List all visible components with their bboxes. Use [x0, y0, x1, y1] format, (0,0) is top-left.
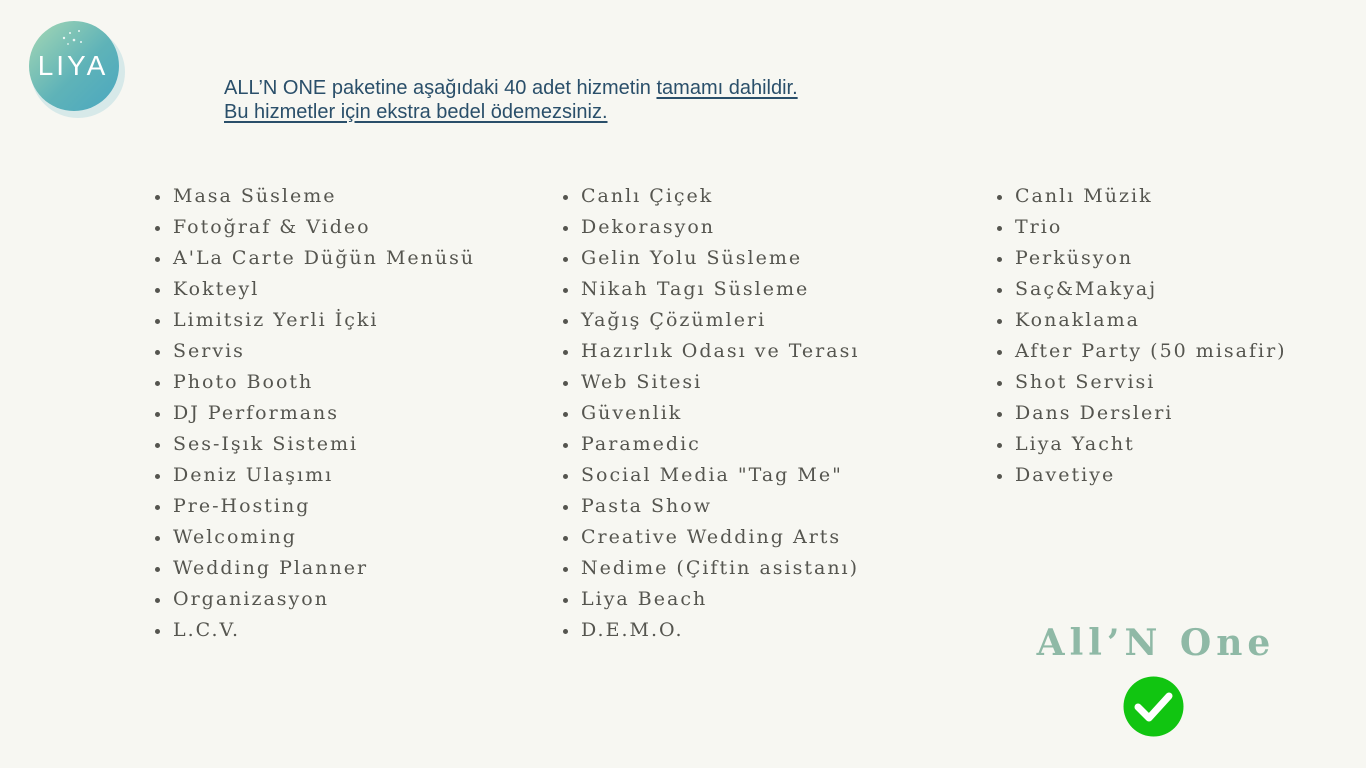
- list-item: Pasta Show: [561, 491, 859, 522]
- list-item: Liya Beach: [561, 584, 859, 615]
- list-item: Canlı Çiçek: [561, 181, 859, 212]
- list-item: Photo Booth: [153, 367, 475, 398]
- list-item: Hazırlık Odası ve Terası: [561, 336, 859, 367]
- list-item: Nikah Tagı Süsleme: [561, 274, 859, 305]
- all-n-one-title: All’N One: [1036, 622, 1276, 664]
- list-item: L.C.V.: [153, 615, 475, 646]
- list-item: Wedding Planner: [153, 553, 475, 584]
- list-item: Pre-Hosting: [153, 491, 475, 522]
- list-item: Perküsyon: [995, 243, 1287, 274]
- list-item: Liya Yacht: [995, 429, 1287, 460]
- list-item: DJ Performans: [153, 398, 475, 429]
- list-item: Gelin Yolu Süsleme: [561, 243, 859, 274]
- list-item: Creative Wedding Arts: [561, 522, 859, 553]
- list-item: Saç&Makyaj: [995, 274, 1287, 305]
- list-item: Güvenlik: [561, 398, 859, 429]
- list-item: Shot Servisi: [995, 367, 1287, 398]
- list-item: Konaklama: [995, 305, 1287, 336]
- services-column-1: [153, 181, 475, 646]
- check-circle-icon: [1123, 676, 1184, 737]
- liya-logo: [26, 16, 130, 120]
- list-item: Dekorasyon: [561, 212, 859, 243]
- list-item: Ses-Işık Sistemi: [153, 429, 475, 460]
- list-item: Davetiye: [995, 460, 1287, 491]
- services-column-2: [561, 181, 859, 646]
- list-item: Limitsiz Yerli İçki: [153, 305, 475, 336]
- list-item: Fotoğraf & Video: [153, 212, 475, 243]
- list-item: Deniz Ulaşımı: [153, 460, 475, 491]
- list-item: Masa Süsleme: [153, 181, 475, 212]
- list-item: D.E.M.O.: [561, 615, 859, 646]
- list-item: Welcoming: [153, 522, 475, 553]
- intro-underline-1: tamamı dahildir.: [656, 77, 798, 99]
- list-item: Paramedic: [561, 429, 859, 460]
- list-item: Nedime (Çiftin asistanı): [561, 553, 859, 584]
- list-item: After Party (50 misafir): [995, 336, 1287, 367]
- list-item: Yağış Çözümleri: [561, 305, 859, 336]
- logo-text: LIYA: [37, 50, 109, 81]
- list-item: Canlı Müzik: [995, 181, 1287, 212]
- list-item: Organizasyon: [153, 584, 475, 615]
- list-item: Kokteyl: [153, 274, 475, 305]
- list-item: Social Media "Tag Me": [561, 460, 859, 491]
- intro-text: [224, 76, 798, 124]
- list-item: Trio: [995, 212, 1287, 243]
- list-item: A'La Carte Düğün Menüsü: [153, 243, 475, 274]
- list-item: Web Sitesi: [561, 367, 859, 398]
- list-item: Servis: [153, 336, 475, 367]
- intro-line-1: ALL’N ONE paketine aşağıdaki 40 adet hizmetin: [224, 77, 657, 99]
- services-column-3: [995, 181, 1287, 491]
- intro-underline-2: Bu hizmetler için ekstra bedel ödemezsiniz.: [224, 101, 608, 123]
- list-item: Dans Dersleri: [995, 398, 1287, 429]
